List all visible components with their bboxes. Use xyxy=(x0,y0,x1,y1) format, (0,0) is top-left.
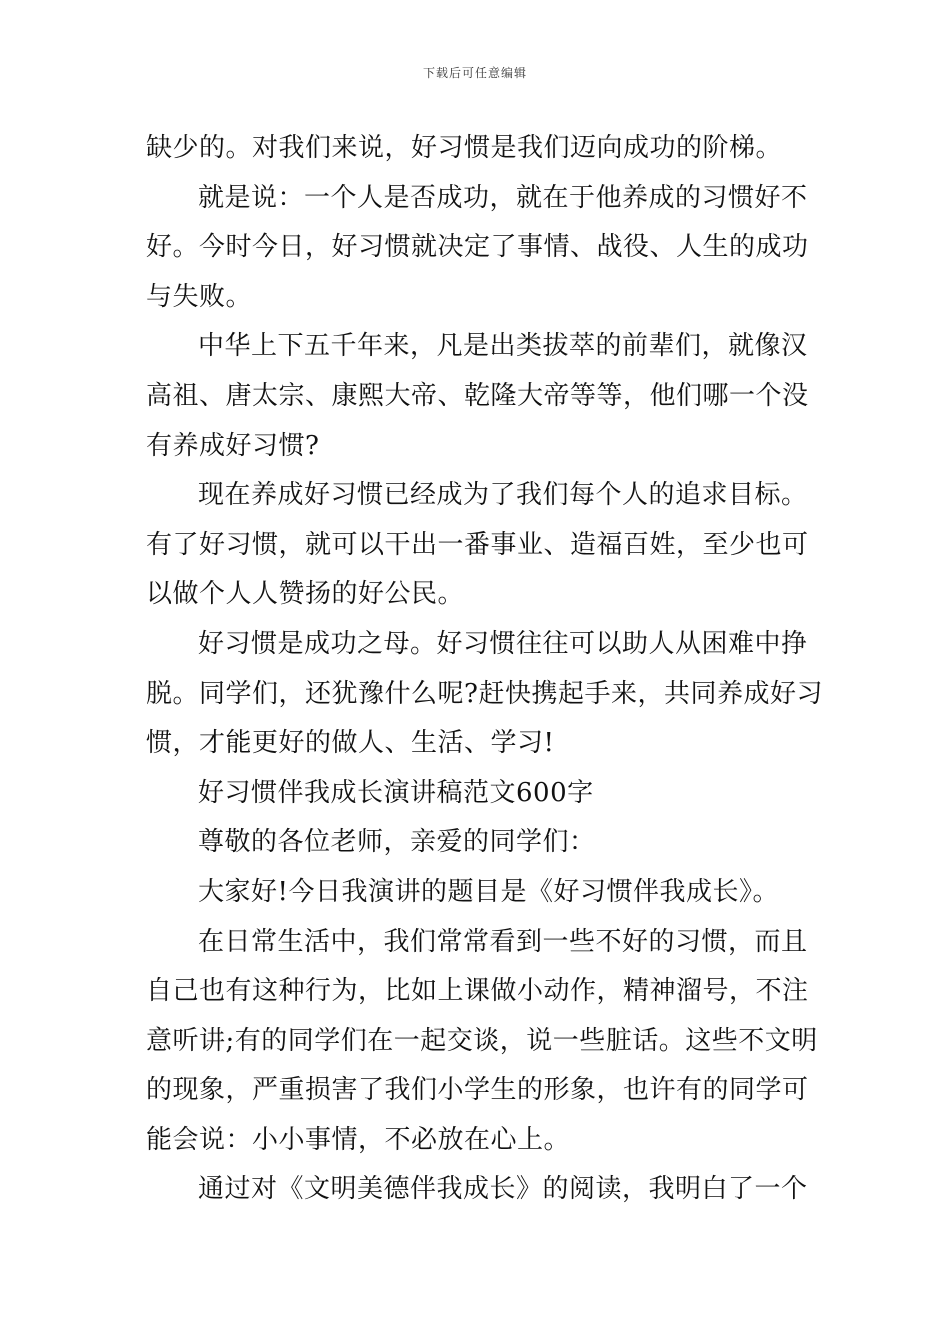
document-body xyxy=(146,124,823,1215)
text-line: 在日常生活中，我们常常看到一些不好的习惯，而且 xyxy=(198,926,808,957)
text-line: 就是说：一个人是否成功，就在于他养成的习惯好不 xyxy=(198,182,808,213)
text-line: 能会说：小小事情，不必放在心上。 xyxy=(146,1124,571,1155)
text-line: 意听讲;有的同学们在一起交谈，说一些脏话。这些不文明 xyxy=(146,1025,818,1056)
text-line: 大家好!今日我演讲的题目是《好习惯伴我成长》。 xyxy=(198,876,779,907)
text-line: 自己也有这种行为，比如上课做小动作，精神溜号，不注 xyxy=(146,976,809,1007)
text-line: 以做个人人赞扬的好公民。 xyxy=(146,579,465,610)
text-line: 通过对《文明美德伴我成长》的阅读，我明白了一个 xyxy=(198,1174,808,1205)
text-line: 好。今时今日，好习惯就决定了事情、战役、人生的成功 xyxy=(146,232,809,263)
text-line: 与失败。 xyxy=(146,281,253,312)
page-header-note: 下载后可任意编辑 xyxy=(422,66,527,80)
text-line: 高祖、唐太宗、康熙大帝、乾隆大帝等等，他们哪一个没 xyxy=(146,380,809,411)
text-line: 脱。同学们，还犹豫什么呢?赶快携起手来，共同养成好习 xyxy=(146,678,823,709)
salutation-line: 尊敬的各位老师，亲爱的同学们： xyxy=(198,827,596,858)
text-line: 中华上下五千年来，凡是出类拔萃的前辈们，就像汉 xyxy=(198,331,808,362)
text-line: 的现象，严重损害了我们小学生的形象，也许有的同学可 xyxy=(146,1075,809,1106)
text-line: 缺少的。对我们来说，好习惯是我们迈向成功的阶梯。 xyxy=(146,133,783,163)
text-line: 有了好习惯，就可以干出一番事业、造福百姓，至少也可 xyxy=(146,529,809,560)
text-line: 有养成好习惯? xyxy=(146,430,320,461)
section-title: 好习惯伴我成长演讲稿范文600字 xyxy=(198,777,594,808)
text-line: 现在养成好习惯已经成为了我们每个人的追求目标。 xyxy=(198,480,808,511)
text-line: 好习惯是成功之母。好习惯往往可以助人从困难中挣 xyxy=(198,628,808,659)
text-line: 惯，才能更好的做人、生活、学习! xyxy=(146,728,555,759)
